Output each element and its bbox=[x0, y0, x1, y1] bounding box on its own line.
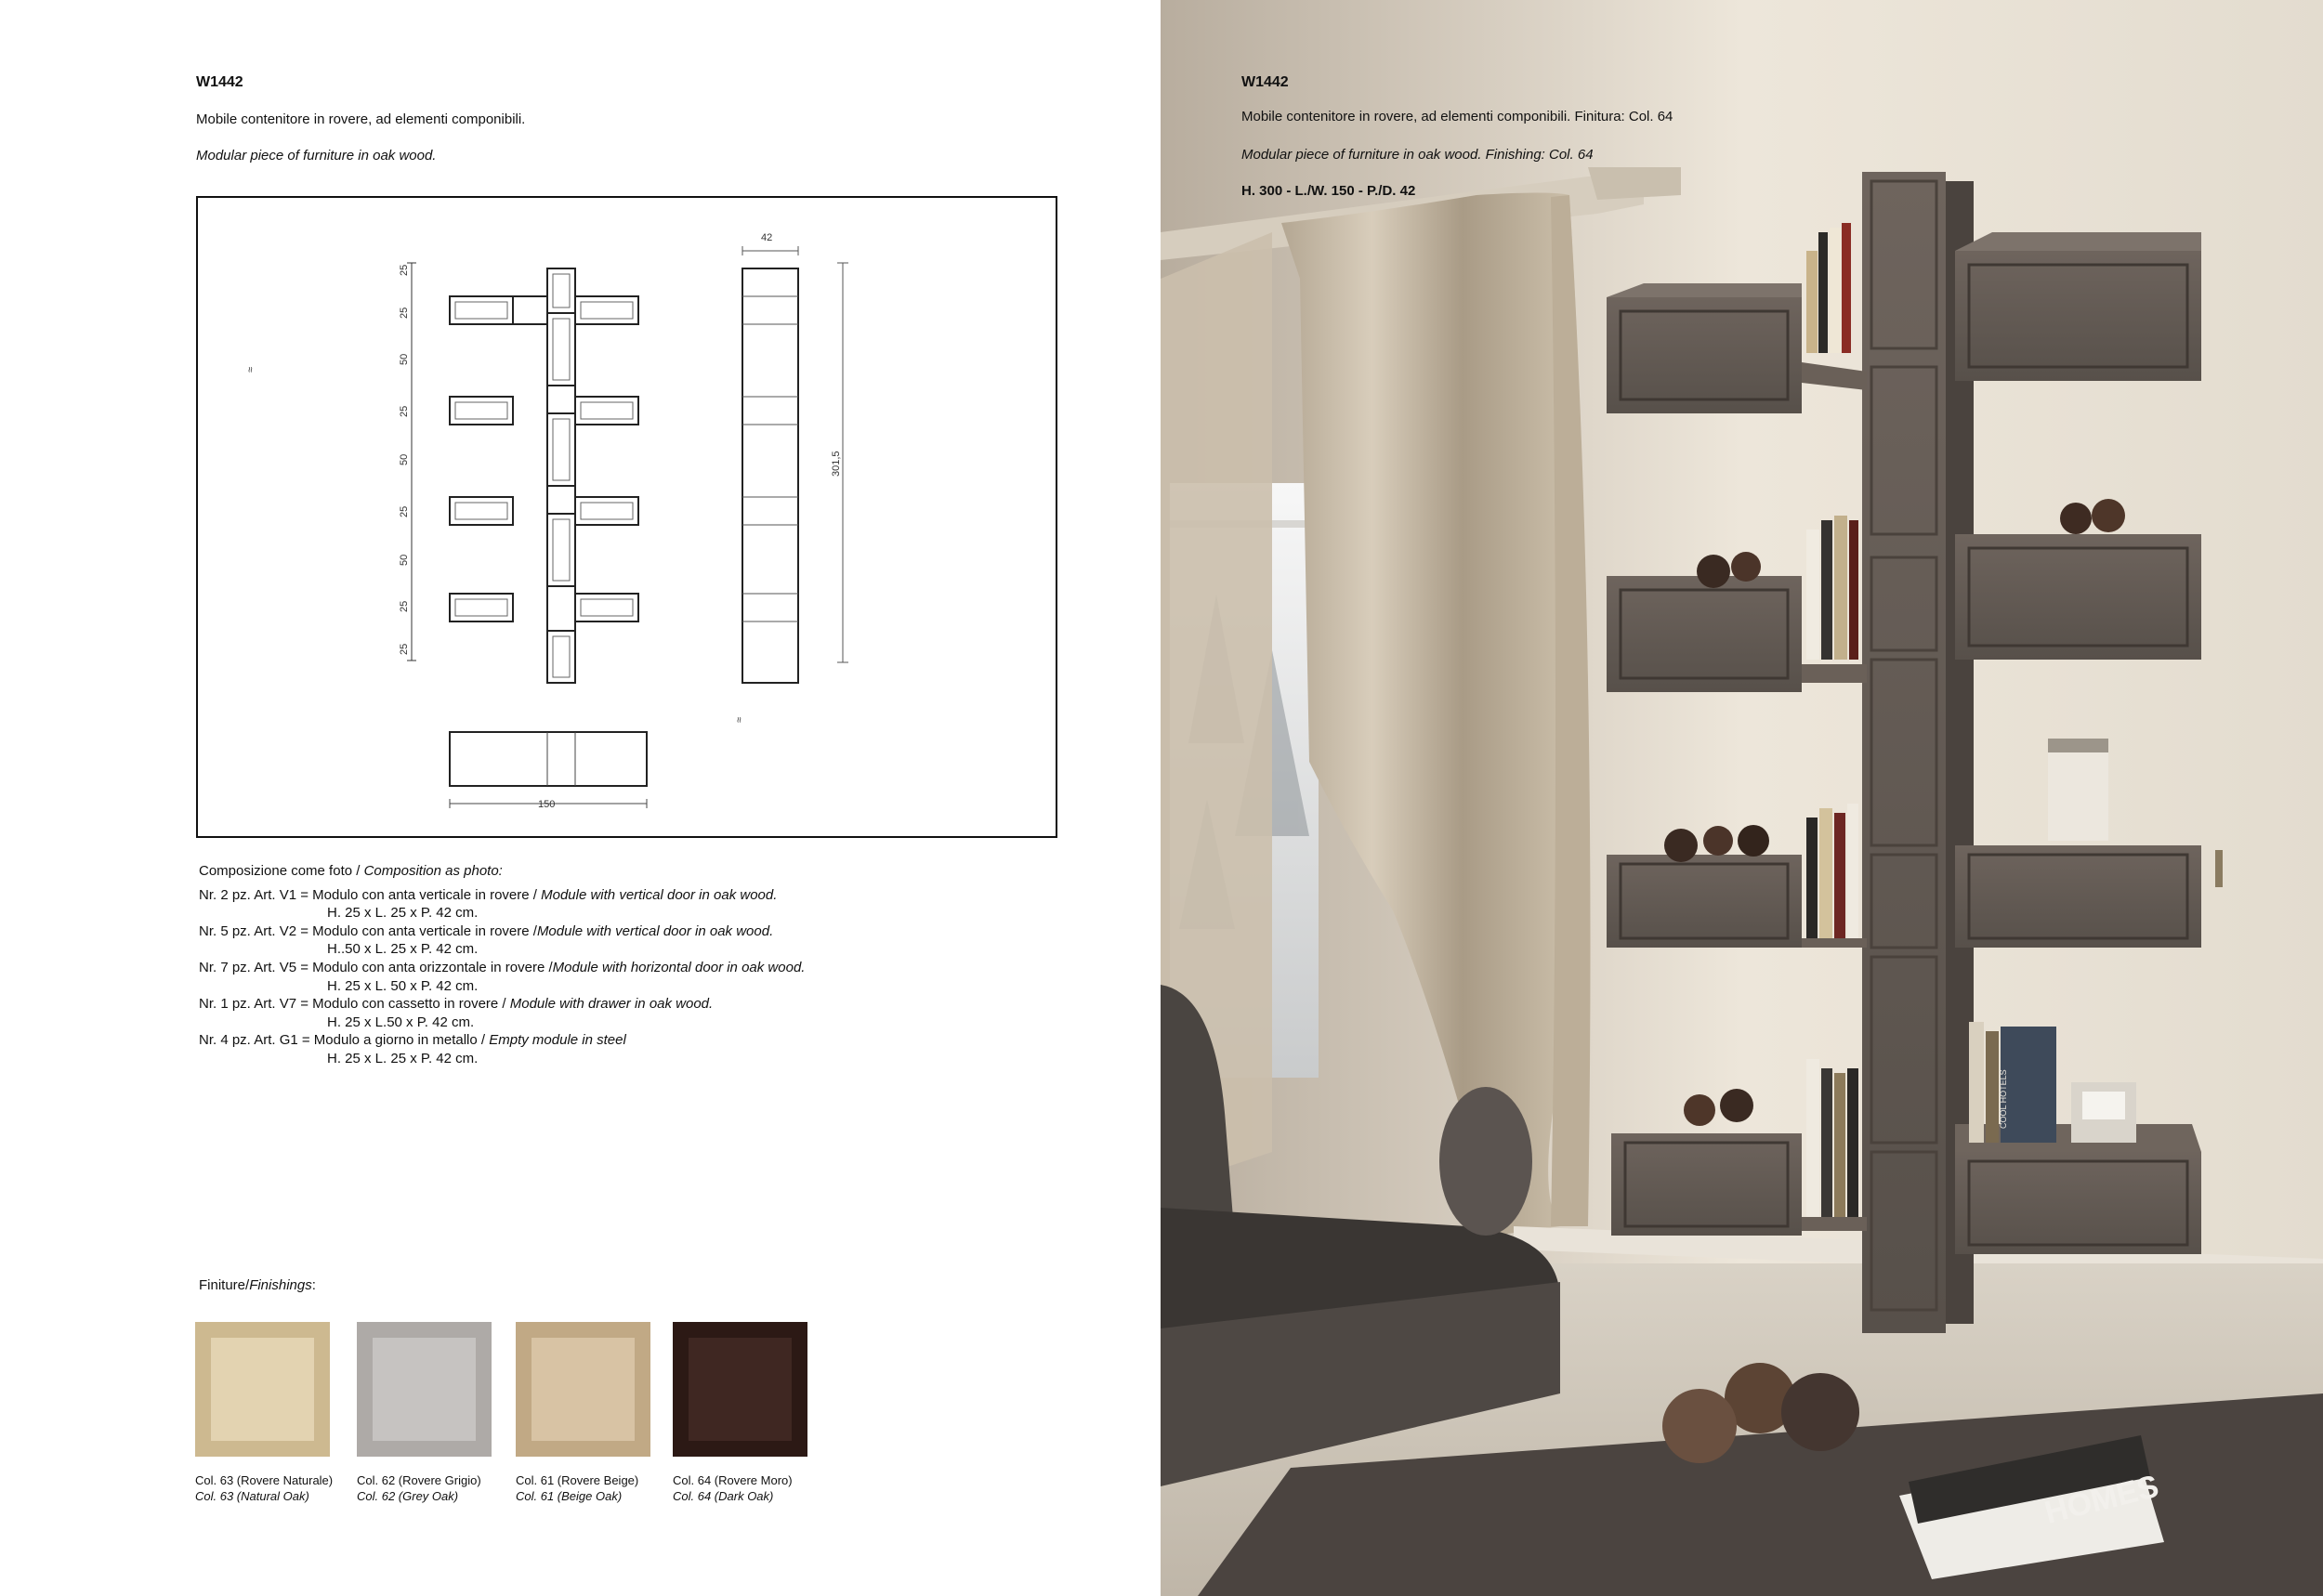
tick-label: 50 bbox=[399, 353, 410, 365]
composition-item: Nr. 5 pz. Art. V2 = Modulo con anta verticale in rovere /Module with vertical door in oak wood. bbox=[199, 922, 774, 939]
product-photo bbox=[1161, 0, 2323, 1596]
photo-description-en: Modular piece of furniture in oak wood. Finishing: Col. 64 bbox=[1241, 147, 1594, 163]
swatch-grey-oak bbox=[357, 1322, 492, 1457]
swatch-beige-oak bbox=[516, 1322, 650, 1457]
finishings-title: Finiture/Finishings: bbox=[199, 1277, 316, 1293]
tick-label: 25 bbox=[399, 307, 410, 319]
photo-dimensions: H. 300 - L./W. 150 - P./D. 42 bbox=[1241, 183, 1416, 199]
swatch-dark-oak bbox=[673, 1322, 807, 1457]
arm-module bbox=[450, 397, 513, 425]
break-mark: ≈ bbox=[734, 716, 745, 723]
composition-item: Nr. 2 pz. Art. V1 = Modulo con anta verticale in rovere / Module with vertical door in oak wood. bbox=[199, 886, 778, 903]
description-en: Modular piece of furniture in oak wood. bbox=[196, 148, 437, 164]
open-module bbox=[513, 296, 547, 324]
composition-item: Nr. 4 pz. Art. G1 = Modulo a giorno in metallo / Empty module in steel bbox=[199, 1032, 626, 1049]
arm-module bbox=[450, 594, 513, 621]
composition-item: Nr. 7 pz. Art. V5 = Modulo con anta orizzontale in rovere /Module with horizontal door in oak wood. bbox=[199, 959, 806, 975]
description-it: Mobile contenitore in rovere, ad elementi componibili. bbox=[196, 111, 526, 127]
tick-label: 25 bbox=[399, 643, 410, 655]
left-page bbox=[0, 0, 1161, 1596]
arm-module bbox=[575, 296, 638, 324]
tick-label: 25 bbox=[399, 600, 410, 612]
swatch-natural-oak bbox=[195, 1322, 330, 1457]
swatch-caption: Col. 61 (Rovere Beige) Col. 61 (Beige Oak) bbox=[516, 1473, 639, 1503]
magazine-title: HOMES bbox=[2041, 1468, 2162, 1531]
swatch-caption: Col. 62 (Rovere Grigio) Col. 62 (Grey Oak) bbox=[357, 1473, 481, 1503]
arm-module bbox=[575, 594, 638, 621]
tick-label: 25 bbox=[399, 405, 410, 417]
technical-drawing bbox=[196, 196, 1057, 838]
composition-title-it: Composizione come foto / bbox=[199, 863, 364, 879]
book-spine-text: COOL HOTELS bbox=[1999, 1069, 2008, 1129]
arm-module bbox=[450, 296, 513, 324]
composition-block: Composizione come foto / Composition as photo: Nr. 2 pz. Art. V1 = Modulo con anta verticale in rovere / Module with vertical door in oak wood. H. 25 x L. 25 x P. 42 cm. Nr. 5 pz. Art. V2 = Modulo con anta verticale in rovere /Module with vertical door in oak wood. H..50 x L. 25 x P. 42 cm. Nr. 7 pz. Art. V5 = Modulo con anta orizzontale in rovere /Module with horizontal door in oak wood. H. 25 x L. 50 x P. 42 cm. Nr. 1 pz. Art. V7 = Modulo con cassetto in rovere / Module with drawer in oak wood. H. 25 x L.50 x P. 42 cm. Nr. 4 pz. Art. G1 = Modulo a giorno in metallo / Empty module in steel H. 25 x L. 25 x P. 42 cm. bbox=[199, 863, 806, 1066]
side-elevation bbox=[742, 268, 798, 683]
product-code: W1442 bbox=[196, 74, 243, 90]
tick-label: 50 bbox=[399, 453, 410, 465]
column-module bbox=[547, 313, 575, 386]
column-module bbox=[547, 586, 575, 631]
column-module bbox=[547, 631, 575, 683]
column-module bbox=[547, 268, 575, 313]
break-mark: ≈ bbox=[245, 366, 256, 373]
room-scene bbox=[1161, 0, 2323, 1596]
tick-label: 25 bbox=[399, 505, 410, 517]
tick-label: 50 bbox=[399, 554, 410, 566]
arm-module bbox=[575, 397, 638, 425]
technical-drawing-svg bbox=[198, 198, 1056, 836]
column-module bbox=[547, 386, 575, 413]
arm-module bbox=[450, 497, 513, 525]
width-dimension: 150 bbox=[538, 799, 556, 810]
column-module bbox=[547, 486, 575, 514]
column-module bbox=[547, 413, 575, 486]
composition-title-en: Composition as photo: bbox=[363, 863, 503, 879]
plan-view bbox=[450, 732, 647, 786]
swatch-caption: Col. 64 (Rovere Moro) Col. 64 (Dark Oak) bbox=[673, 1473, 793, 1503]
tick-label: 25 bbox=[399, 264, 410, 276]
column-module bbox=[547, 514, 575, 586]
composition-item: Nr. 1 pz. Art. V7 = Modulo con cassetto in rovere / Module with drawer in oak wood. bbox=[199, 996, 714, 1013]
swatch-caption: Col. 63 (Rovere Naturale) Col. 63 (Natural Oak) bbox=[195, 1473, 334, 1503]
photo-product-code: W1442 bbox=[1241, 74, 1289, 90]
depth-dimension: 42 bbox=[761, 232, 773, 243]
arm-module bbox=[575, 497, 638, 525]
photo-description-it: Mobile contenitore in rovere, ad elementi componibili. Finitura: Col. 64 bbox=[1241, 109, 1673, 124]
height-dimension: 301,5 bbox=[831, 451, 842, 477]
